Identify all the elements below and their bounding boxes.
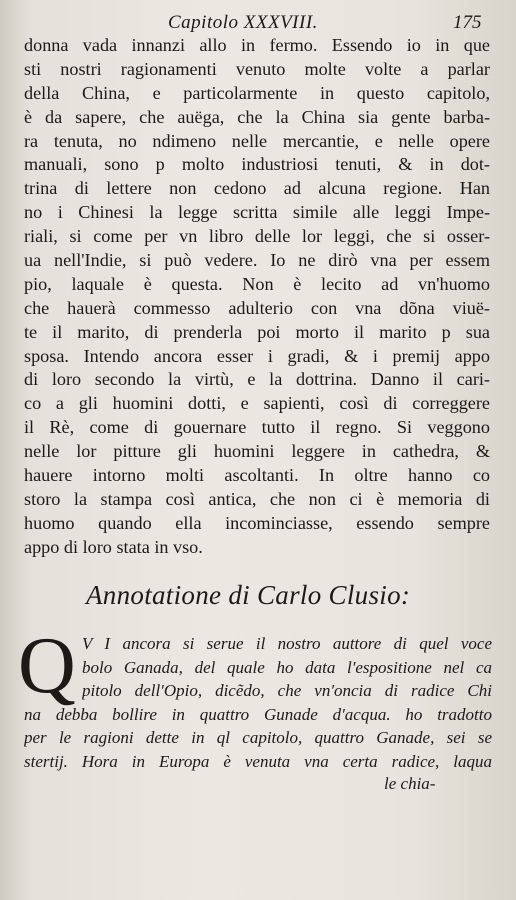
text-line: huomo quando ella incominciasse, essendo sempre xyxy=(24,512,490,533)
text-line: pio, laquale è questa. Non è lecito ad vn'huomo xyxy=(24,273,490,294)
annotation-line: pitolo dell'Opio, dicẽdo, che vn'oncia di radice Chi xyxy=(82,681,492,701)
catchword: le chia- xyxy=(384,774,436,793)
text-line: appo di loro stata in vso. xyxy=(24,536,203,557)
text-line: nelle lor pitture gli huomini leggere in cathedra, & xyxy=(24,441,490,462)
text-line: storo la stampa così antica, che non ci è memoria di xyxy=(24,488,490,509)
text-line: trina di lettere non cedono ad alcuna regione. Han xyxy=(24,178,490,199)
text-line: sti nostri ragionamenti venuto molte volte a parlar xyxy=(24,58,490,79)
text-line: il Rè, come di gouernare tutto il regno. Si veggono xyxy=(24,417,490,438)
text-line: riali, si come per vn libro delle lor leggi, che si osser- xyxy=(24,226,490,247)
annotation-line: bolo Ganada, del quale ho data l'espositione nel ca xyxy=(82,657,492,677)
annotation-line: stertij. Hora in Europa è venuta vna certa radice, laqua xyxy=(24,751,492,771)
text-line: co a gli huomini dotti, e sapienti, così di correggere xyxy=(24,393,490,414)
text-line: no i Chinesi la legge scritta simile alle leggi Impe- xyxy=(24,202,490,223)
text-line: donna vada innanzi allo in fermo. Essendo io in que xyxy=(24,35,490,55)
text-line: di loro secondo la virtù, e la dottrina. Danno il cari- xyxy=(24,369,490,390)
text-line: te il marito, di prenderla poi morto il marito p sua xyxy=(24,321,490,342)
annotation-line: per le ragioni dette in ql capitolo, quattro Ganade, sei se xyxy=(24,728,492,748)
chapter-body-text xyxy=(24,34,490,560)
text-line: è da sapere, che auëga, che la China sia gente barba- xyxy=(24,106,490,127)
text-line: ra tenuta, no ndimeno nelle mercantie, e nelle opere xyxy=(24,130,490,151)
page-number: 175 xyxy=(453,12,482,33)
text-line: che hauerà commesso adulterio con vna dõna viuë- xyxy=(24,297,490,318)
annotation-line: na debba bollire in quattro Gunade d'acqua. ho tradotto xyxy=(24,704,492,724)
annotation-text xyxy=(24,632,492,774)
annotation-heading: Annotatione di Carlo Clusio: xyxy=(86,580,411,610)
annotation-line: V I ancora si serue il nostro auttore di quel voce xyxy=(82,634,492,653)
text-line: sposa. Intendo ancora esser i gradi, & i premij appo xyxy=(24,345,490,366)
running-head: Capitolo XXXVIII. xyxy=(168,12,318,33)
text-line: hauere intorno molti ascoltanti. In oltre hanno co xyxy=(24,465,490,486)
text-line: ua nell'Indie, si può vedere. Io ne dirò vna per essem xyxy=(24,250,490,271)
text-line: della China, e particolarmente in questo capitolo, xyxy=(24,82,490,103)
drop-cap-initial: Q xyxy=(18,622,76,710)
text-line: manuali, sono p molto industriosi tenuti, & in dot- xyxy=(24,154,490,175)
page-header xyxy=(0,8,516,34)
